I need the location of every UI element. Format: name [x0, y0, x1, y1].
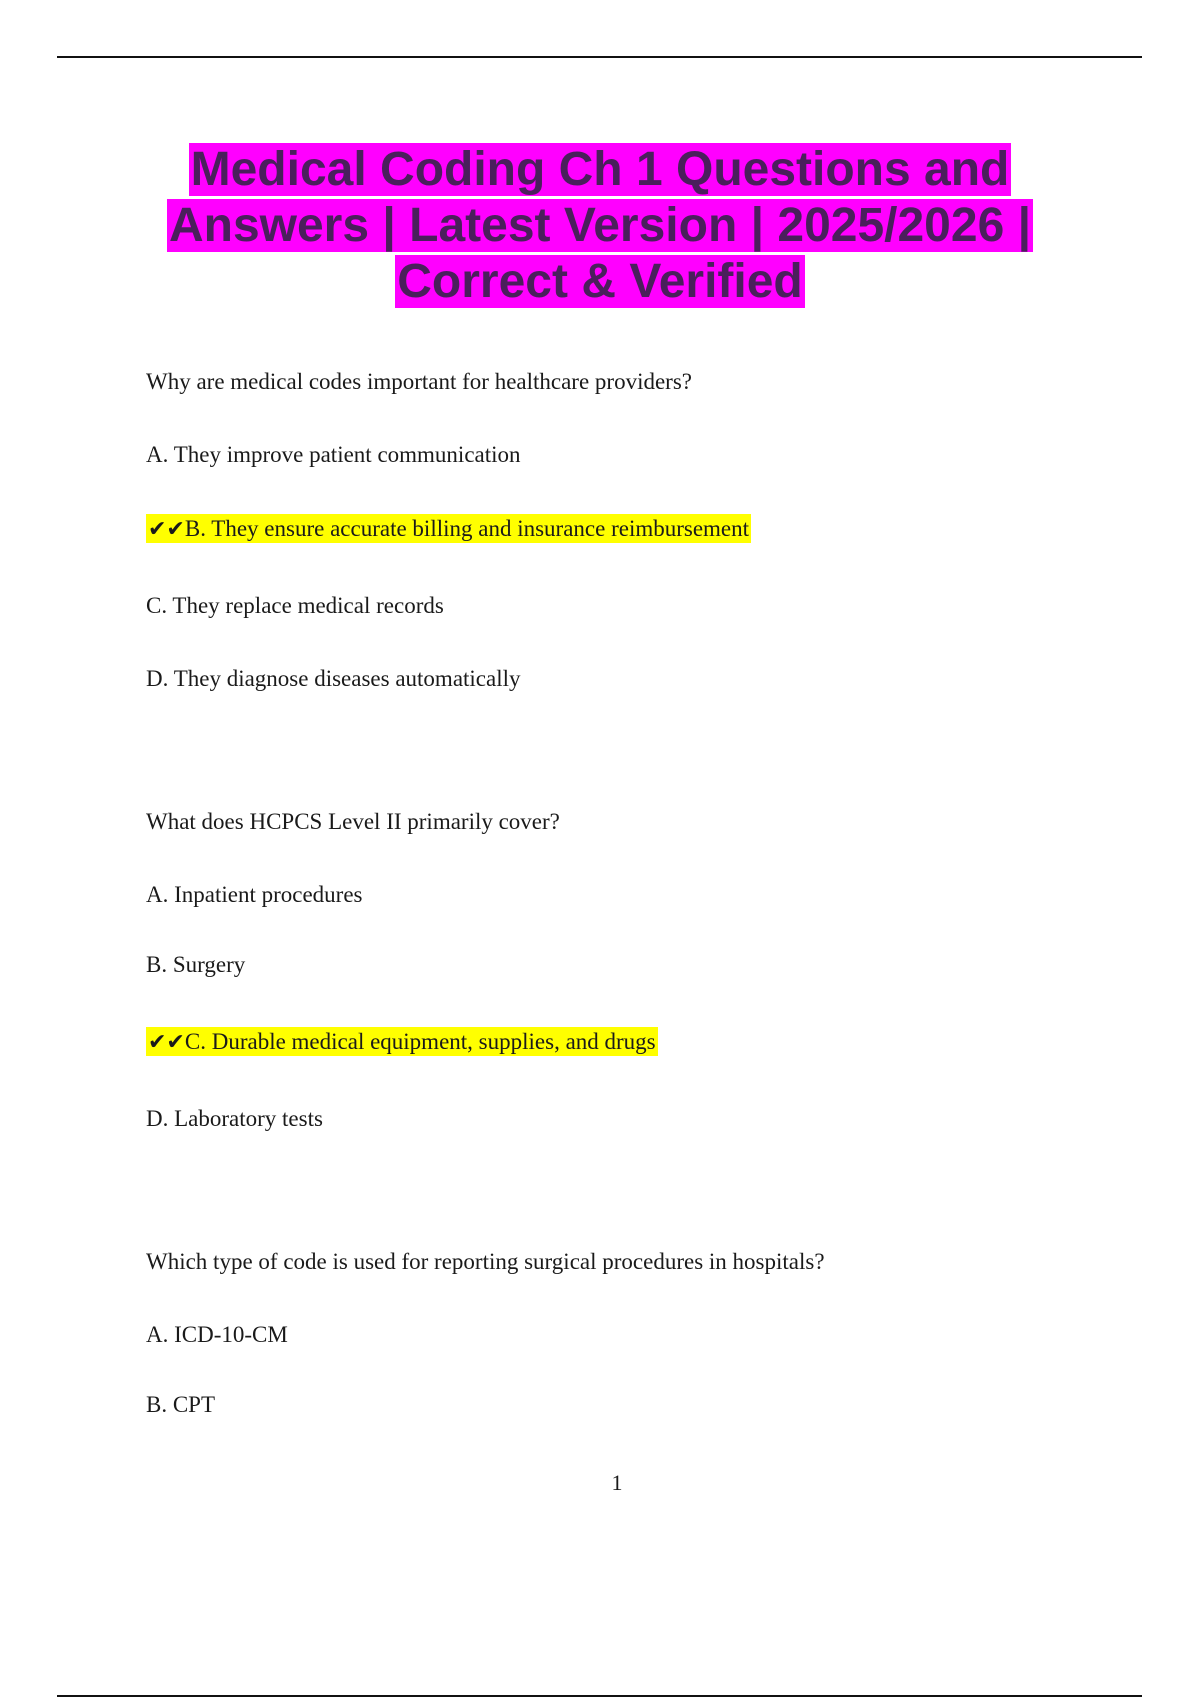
title-text: Medical Coding Ch 1 Questions and Answers | Latest Version | 2025/2026 | Correct & Verified — [168, 143, 1032, 308]
question-1-option-d: D. They diagnose diseases automatically — [146, 666, 521, 691]
question-1-option-b-correct — [146, 514, 751, 545]
top-rule — [57, 56, 1142, 58]
option-text: C. Durable medical equipment, supplies, and drugs — [184, 1029, 656, 1054]
document-title — [100, 142, 1100, 310]
question-1-text: Why are medical codes important for healthcare providers? — [146, 369, 693, 394]
question-3-text: Which type of code is used for reporting surgical procedures in hospitals? — [146, 1249, 825, 1274]
question-2-text: What does HCPCS Level II primarily cover? — [146, 809, 560, 834]
bottom-rule — [57, 1695, 1142, 1697]
question-3-option-a: A. ICD-10-CM — [146, 1322, 288, 1347]
option-text: B. They ensure accurate billing and insurance reimbursement — [184, 516, 750, 541]
page-number: 1 — [611, 1470, 623, 1495]
question-2-option-c-correct — [146, 1027, 658, 1058]
check-mark-icon: ✔✔ — [148, 517, 185, 542]
question-1-option-a: A. They improve patient communication — [146, 442, 521, 467]
question-2-option-a: A. Inpatient procedures — [146, 882, 363, 907]
question-1-option-c: C. They replace medical records — [146, 593, 444, 618]
question-3-option-b: B. CPT — [146, 1392, 216, 1417]
check-mark-icon: ✔✔ — [148, 1030, 185, 1055]
question-2-option-b: B. Surgery — [146, 952, 246, 977]
question-2-option-d: D. Laboratory tests — [146, 1106, 323, 1131]
